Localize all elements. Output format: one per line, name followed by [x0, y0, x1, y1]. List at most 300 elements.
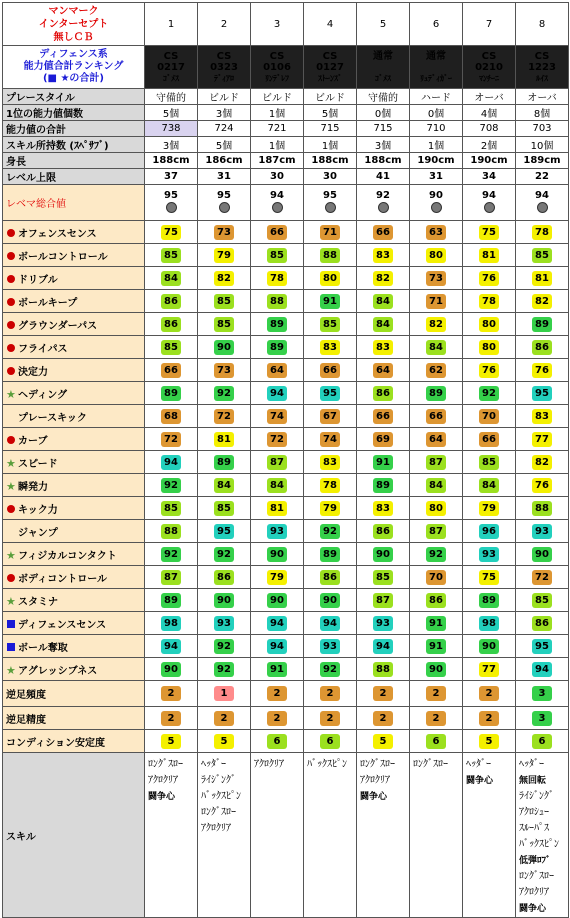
stat-cell: [410, 474, 463, 497]
overall-number: 94: [482, 190, 496, 202]
skill-name: 低弾ﾛﾌﾞ: [519, 856, 551, 866]
player-name: ﾏﾝﾁｰﾆ: [479, 73, 499, 83]
skill-name: ﾍｯﾀﾞｰ: [519, 759, 544, 770]
stat-cell: [410, 612, 463, 635]
stat-badge: 85: [532, 593, 552, 608]
info-value: ハード: [410, 89, 463, 105]
stat-cell: [357, 290, 410, 313]
foot-badge: 6: [267, 734, 287, 749]
stat-label: [3, 267, 145, 290]
stat-label: [3, 451, 145, 474]
red-dot-icon: [6, 229, 15, 240]
stat-cell: [145, 451, 198, 474]
foot-cell: [357, 707, 410, 730]
stat-cell: [357, 520, 410, 543]
player-id: [357, 62, 409, 73]
foot-cell: [410, 707, 463, 730]
foot-badge: 2: [320, 711, 340, 726]
stat-badge: 93: [532, 524, 552, 539]
info-value: 188cm: [357, 153, 410, 169]
overall-value: [357, 185, 410, 221]
stat-badge: 79: [320, 501, 340, 516]
stat-badge: 92: [214, 547, 234, 562]
stat-cell: [145, 359, 198, 382]
stat-badge: 88: [320, 248, 340, 263]
stat-cell: [145, 635, 198, 658]
table-row: [3, 313, 569, 336]
stat-cell: [410, 589, 463, 612]
player-name: ｺﾞﾒｽ: [163, 73, 179, 83]
foot-cell: [304, 681, 357, 707]
stat-badge: 89: [479, 593, 499, 608]
info-label: 能力値の合計: [3, 121, 145, 137]
foot-badge: 5: [161, 734, 181, 749]
stat-badge: 96: [479, 524, 499, 539]
stat-cell: [516, 244, 569, 267]
skill-name: ﾗｲｼﾞﾝｸﾞ: [201, 775, 236, 786]
stat-label: [3, 244, 145, 267]
stat-name: ヘディング: [18, 389, 67, 401]
stat-cell: [516, 612, 569, 635]
red-dot-icon: [6, 321, 15, 332]
info-value: 186cm: [198, 153, 251, 169]
stat-badge: 92: [320, 662, 340, 677]
foot-badge: 5: [479, 734, 499, 749]
stat-cell: [304, 474, 357, 497]
table-row: [3, 520, 569, 543]
player-header: [463, 46, 516, 89]
stat-cell: [198, 635, 251, 658]
table-row: [3, 428, 569, 451]
stat-badge: 85: [161, 248, 181, 263]
stat-cell: [198, 244, 251, 267]
stat-badge: 83: [320, 340, 340, 355]
stat-label: [3, 497, 145, 520]
table-row: [3, 543, 569, 566]
stat-badge: 95: [532, 639, 552, 654]
stat-cell: [357, 566, 410, 589]
info-value: 5個: [198, 137, 251, 153]
stat-cell: [410, 313, 463, 336]
stat-cell: [145, 221, 198, 244]
skill-name: ｱｸﾛｸﾘｱ: [254, 759, 284, 770]
skills-cell: [410, 753, 463, 918]
skill-name: ｱｸﾛｸﾘｱ: [519, 887, 549, 898]
stat-cell: [145, 520, 198, 543]
info-value: 守備的: [145, 89, 198, 105]
stat-cell: [251, 267, 304, 290]
table-row: [3, 707, 569, 730]
stat-badge: 84: [426, 340, 446, 355]
stat-badge: 83: [320, 455, 340, 470]
stat-name: ディフェンスセンス: [18, 619, 107, 631]
stat-badge: 94: [161, 639, 181, 654]
info-value: ビルド: [251, 89, 304, 105]
stat-badge: 93: [479, 547, 499, 562]
stat-cell: [145, 336, 198, 359]
overall-number: 94: [535, 190, 549, 202]
info-value: 2個: [463, 137, 516, 153]
stat-label: [3, 658, 145, 681]
stat-badge: 86: [161, 294, 181, 309]
stat-cell: [145, 267, 198, 290]
stat-cell: [410, 267, 463, 290]
stat-badge: 82: [214, 271, 234, 286]
stat-name: フライパス: [18, 343, 68, 355]
stat-badge: 93: [214, 616, 234, 631]
stat-badge: 79: [267, 570, 287, 585]
stat-cell: [304, 405, 357, 428]
stat-badge: 89: [161, 386, 181, 401]
ranking-label-line: ディフェンス系: [39, 49, 108, 60]
stat-badge: 78: [479, 294, 499, 309]
stat-badge: 77: [532, 432, 552, 447]
stat-badge: 94: [373, 639, 393, 654]
player-name: ﾘﾝﾃﾞﾚﾌ: [265, 73, 289, 83]
stat-cell: [145, 313, 198, 336]
stat-cell: [463, 336, 516, 359]
stat-badge: 72: [267, 432, 287, 447]
skill-name: 闘争心: [519, 904, 547, 914]
table-row: [3, 137, 569, 153]
stat-name: オフェンスセンス: [18, 228, 97, 240]
stat-label: [3, 566, 145, 589]
table-row: [3, 121, 569, 137]
stat-cell: [357, 336, 410, 359]
stat-badge: 86: [426, 593, 446, 608]
overall-number: 95: [217, 190, 231, 202]
stat-badge: 75: [161, 225, 181, 240]
foot-badge: 2: [373, 686, 393, 701]
stat-badge: 88: [373, 662, 393, 677]
stat-cell: [357, 635, 410, 658]
stat-badge: 85: [161, 501, 181, 516]
ranking-label: [3, 46, 145, 89]
stat-cell: [145, 589, 198, 612]
stat-badge: 64: [267, 363, 287, 378]
stat-cell: [357, 612, 410, 635]
stat-badge: 72: [214, 409, 234, 424]
stat-label: [3, 612, 145, 635]
stat-cell: [198, 405, 251, 428]
stat-badge: 89: [320, 547, 340, 562]
table-row: [3, 635, 569, 658]
stat-badge: 94: [532, 662, 552, 677]
info-value: 30: [251, 169, 304, 185]
stat-label: [3, 382, 145, 405]
stat-cell: [251, 474, 304, 497]
stat-cell: [251, 244, 304, 267]
stat-name: ボールキープ: [18, 297, 78, 309]
stat-label: [3, 474, 145, 497]
stat-badge: 85: [320, 317, 340, 332]
red-dot-icon: [6, 574, 15, 585]
stat-badge: 66: [320, 363, 340, 378]
stat-badge: 91: [426, 639, 446, 654]
stat-badge: 92: [214, 662, 234, 677]
stat-cell: [410, 658, 463, 681]
stat-cell: [463, 359, 516, 382]
stat-badge: 83: [373, 501, 393, 516]
info-value: 715: [304, 121, 357, 137]
stat-badge: 86: [373, 524, 393, 539]
column-number: 4: [304, 3, 357, 46]
player-type: CS: [481, 50, 497, 62]
medal-icon: [166, 202, 177, 213]
stat-cell: [410, 497, 463, 520]
medal-icon: [325, 202, 336, 213]
player-header: [410, 46, 463, 89]
stat-badge: 91: [320, 294, 340, 309]
info-value: 190cm: [463, 153, 516, 169]
overall-number: 94: [270, 190, 284, 202]
player-type: CS: [216, 50, 232, 62]
stat-cell: [304, 658, 357, 681]
stat-cell: [304, 428, 357, 451]
green-star-icon: ★: [6, 479, 16, 493]
info-value: 1個: [304, 137, 357, 153]
stat-cell: [251, 566, 304, 589]
player-type: CS: [163, 50, 179, 62]
stat-cell: [304, 244, 357, 267]
stat-badge: 81: [532, 271, 552, 286]
stat-badge: 73: [214, 225, 234, 240]
foot-cell: [304, 730, 357, 753]
stat-badge: 90: [426, 662, 446, 677]
skills-cell: [145, 753, 198, 918]
stat-badge: 79: [479, 501, 499, 516]
player-header: [516, 46, 569, 89]
stat-badge: 75: [479, 225, 499, 240]
foot-badge: 5: [373, 734, 393, 749]
stat-badge: 90: [267, 593, 287, 608]
stat-cell: [357, 313, 410, 336]
stat-badge: 94: [320, 616, 340, 631]
red-dot-shape: [7, 505, 15, 513]
stat-cell: [198, 497, 251, 520]
info-value: 31: [198, 169, 251, 185]
table-row: [3, 474, 569, 497]
player-id: [410, 62, 462, 73]
stat-cell: [198, 520, 251, 543]
red-dot-icon: [6, 436, 15, 447]
foot-badge: 6: [426, 734, 446, 749]
stat-name: ドリブル: [18, 274, 58, 286]
info-value: 0個: [410, 105, 463, 121]
info-value: 703: [516, 121, 569, 137]
green-star-icon: ★: [6, 387, 16, 401]
stat-badge: 84: [267, 478, 287, 493]
stat-cell: [463, 221, 516, 244]
overall-number: 95: [164, 190, 178, 202]
stat-cell: [357, 244, 410, 267]
stat-cell: [251, 313, 304, 336]
stat-badge: 83: [373, 340, 393, 355]
info-label: プレースタイル: [3, 89, 145, 105]
stat-badge: 80: [426, 501, 446, 516]
player-name: ﾙｲｽ: [536, 73, 548, 83]
stat-badge: 76: [532, 478, 552, 493]
stat-cell: [463, 566, 516, 589]
overall-value: [145, 185, 198, 221]
foot-cell: [357, 681, 410, 707]
skills-cell: [357, 753, 410, 918]
medal-icon: [272, 202, 283, 213]
stat-cell: [516, 474, 569, 497]
stat-badge: 86: [373, 386, 393, 401]
info-value: 22: [516, 169, 569, 185]
stat-badge: 89: [532, 317, 552, 332]
stat-cell: [516, 543, 569, 566]
stat-cell: [304, 221, 357, 244]
info-label: 1位の能力値個数: [3, 105, 145, 121]
table-row: [3, 46, 569, 89]
stat-badge: 63: [426, 225, 446, 240]
red-dot-icon: [6, 275, 15, 286]
stat-cell: [516, 221, 569, 244]
stat-label: [3, 313, 145, 336]
stat-cell: [410, 382, 463, 405]
stat-badge: 86: [161, 317, 181, 332]
stat-cell: [516, 451, 569, 474]
player-type: 通常: [426, 50, 446, 62]
stat-badge: 91: [373, 455, 393, 470]
medal-icon: [378, 202, 389, 213]
foot-badge: 2: [373, 711, 393, 726]
info-value: 3個: [357, 137, 410, 153]
foot-label: 逆足精度: [3, 707, 145, 730]
table-row: [3, 185, 569, 221]
column-number: 3: [251, 3, 304, 46]
stat-cell: [463, 497, 516, 520]
red-dot-icon: [6, 367, 15, 378]
foot-label: 逆足頻度: [3, 681, 145, 707]
skill-name: ﾛﾝｸﾞｽﾛｰ: [413, 759, 448, 770]
stat-cell: [357, 221, 410, 244]
stat-badge: 90: [267, 547, 287, 562]
medal-icon: [431, 202, 442, 213]
ranking-label-line: (■ ★の合計): [42, 73, 105, 84]
table-row: [3, 3, 569, 46]
player-id: 0106: [263, 61, 291, 73]
stat-badge: 66: [373, 225, 393, 240]
stat-label: [3, 336, 145, 359]
stat-badge: 74: [267, 409, 287, 424]
stat-badge: 90: [214, 340, 234, 355]
stat-badge: 80: [479, 317, 499, 332]
table-row: [3, 730, 569, 753]
player-header: [357, 46, 410, 89]
table-row: [3, 612, 569, 635]
stat-cell: [463, 428, 516, 451]
stat-cell: [198, 290, 251, 313]
stat-badge: 69: [373, 432, 393, 447]
medal-icon: [537, 202, 548, 213]
skill-name: 闘争心: [360, 792, 388, 802]
stat-cell: [304, 267, 357, 290]
stat-cell: [410, 635, 463, 658]
stat-cell: [145, 244, 198, 267]
table-row: [3, 359, 569, 382]
stat-cell: [357, 589, 410, 612]
stat-cell: [304, 336, 357, 359]
info-value: 8個: [516, 105, 569, 121]
stat-cell: [251, 543, 304, 566]
info-value: 3個: [198, 105, 251, 121]
green-star-icon: ★: [6, 548, 16, 562]
player-name: ﾘｭﾃﾞｨｶﾞｰ: [420, 73, 452, 83]
skills-cell: [198, 753, 251, 918]
stat-badge: 93: [373, 616, 393, 631]
foot-badge: 2: [426, 711, 446, 726]
stat-cell: [357, 382, 410, 405]
stat-badge: 68: [161, 409, 181, 424]
stat-badge: 71: [320, 225, 340, 240]
stat-badge: 66: [426, 409, 446, 424]
stat-cell: [198, 336, 251, 359]
skill-name: ﾛﾝｸﾞｽﾛｰ: [519, 871, 554, 882]
foot-badge: 2: [161, 711, 181, 726]
table-row: [3, 169, 569, 185]
stat-cell: [516, 589, 569, 612]
stat-label: [3, 520, 145, 543]
stat-badge: 85: [532, 248, 552, 263]
stat-cell: [145, 566, 198, 589]
info-value: 10個: [516, 137, 569, 153]
stat-badge: 77: [479, 662, 499, 677]
stat-cell: [251, 221, 304, 244]
stat-badge: 85: [479, 455, 499, 470]
table-row: [3, 290, 569, 313]
foot-badge: 5: [214, 734, 234, 749]
foot-badge: 6: [320, 734, 340, 749]
table-row: [3, 105, 569, 121]
foot-cell: [463, 730, 516, 753]
player-header: [145, 46, 198, 89]
stat-badge: 72: [161, 432, 181, 447]
stat-badge: 84: [479, 478, 499, 493]
player-id: 0217: [157, 61, 185, 73]
stat-cell: [251, 451, 304, 474]
foot-cell: [251, 707, 304, 730]
stat-badge: 95: [320, 386, 340, 401]
green-star-icon: ★: [6, 594, 16, 608]
info-value: 187cm: [251, 153, 304, 169]
info-value: 188cm: [304, 153, 357, 169]
info-value: ビルド: [304, 89, 357, 105]
stat-cell: [198, 543, 251, 566]
table-row: [3, 589, 569, 612]
stat-cell: [251, 290, 304, 313]
stat-cell: [357, 474, 410, 497]
stat-cell: [463, 474, 516, 497]
stat-badge: 82: [532, 455, 552, 470]
stat-cell: [410, 405, 463, 428]
stat-cell: [198, 474, 251, 497]
stat-badge: 92: [214, 386, 234, 401]
info-value: 1個: [251, 105, 304, 121]
column-number: 6: [410, 3, 463, 46]
stat-cell: [516, 428, 569, 451]
foot-cell: [145, 707, 198, 730]
table-row: [3, 497, 569, 520]
stat-cell: [304, 589, 357, 612]
stat-badge: 64: [426, 432, 446, 447]
player-header: [251, 46, 304, 89]
skill-name: ｱｸﾛｼｭｰ: [519, 807, 549, 818]
info-value: 3個: [145, 137, 198, 153]
stat-cell: [463, 589, 516, 612]
